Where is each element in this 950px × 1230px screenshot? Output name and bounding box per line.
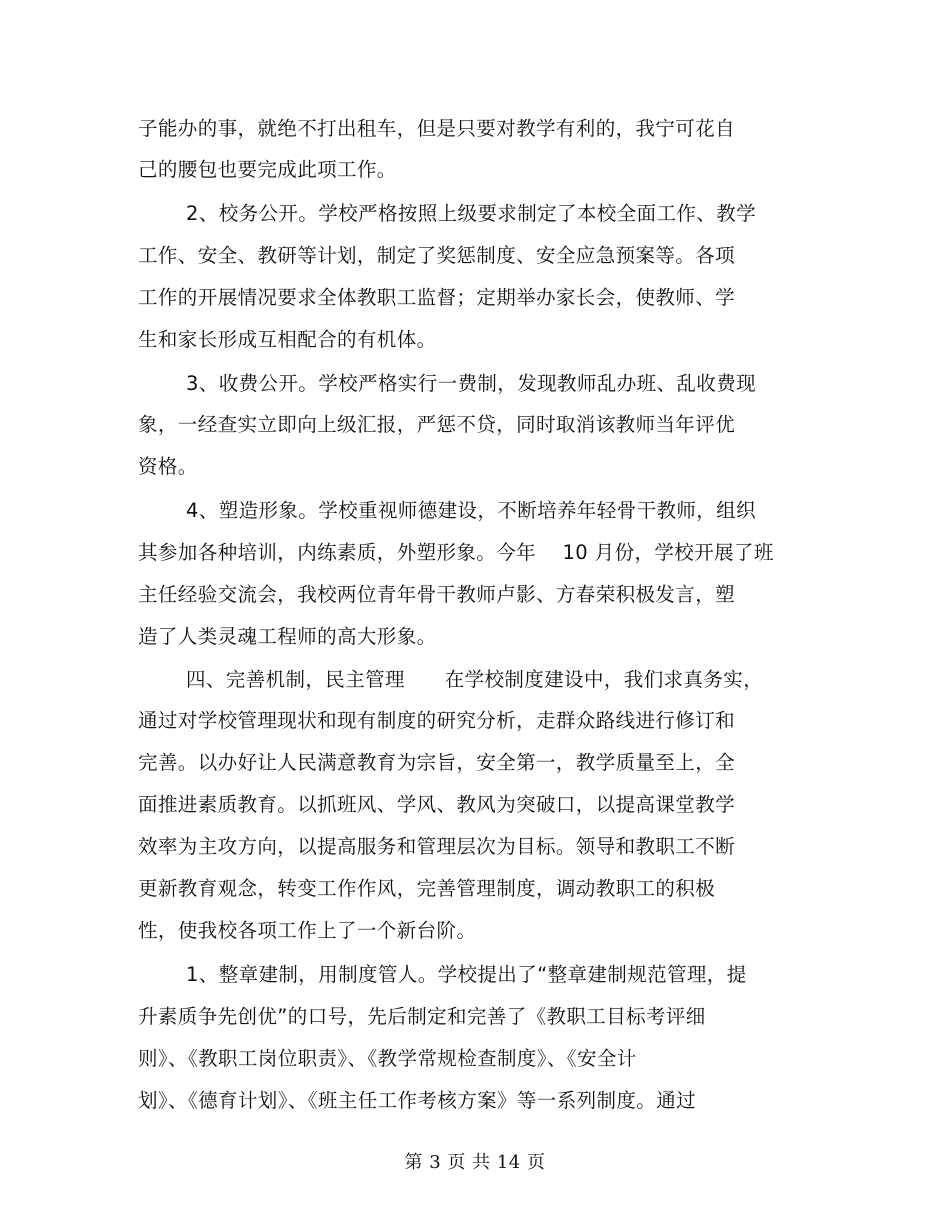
text-line: 升素质争先创优”的口号，先后制定和完善了《教职工目标考评细	[138, 1005, 706, 1028]
text-line: 通过对学校管理现状和现有制度的研究分析，走群众路线进行修订和	[138, 709, 736, 732]
text-line: 更新教育观念，转变工作作风，完善管理制度，调动教职工的积极	[138, 877, 716, 900]
text-line: 效率为主攻方向，以提高服务和管理层次为目标。领导和教职工不断	[138, 835, 736, 858]
text-line: 完善。以办好让人民满意教育为宗旨，安全第一，教学质量至上，全	[138, 751, 736, 774]
text-line: 划》、《德育计划》、《班主任工作考核方案》等一系列制度。通过	[138, 1089, 697, 1112]
text-line: 则》、《教职工岗位职责》、《教学常规检查制度》、《安全计	[138, 1047, 637, 1070]
text-line: 面推进素质教育。以抓班风、学风、教风为突破口，以提高课堂教学	[138, 793, 736, 816]
text-line: 象，一经查实立即向上级汇报，严惩不贷，同时取消该教师当年评优	[138, 413, 736, 436]
text-line: 工作的开展情况要求全体教职工监督；定期举办家长会，使教师、学	[138, 286, 736, 309]
page-number-footer: 第 3 页 共 14 页	[404, 1152, 546, 1173]
paragraph-start-line: 1、整章建制，用制度管人。学校提出了“整章建制规范管理，提	[186, 963, 747, 986]
text-line: 工作、安全、教研等计划，制定了奖惩制度、安全应急预案等。各项	[138, 244, 736, 267]
paragraph-start-line: 2、校务公开。学校严格按照上级要求制定了本校全面工作、教学	[186, 202, 757, 225]
text-line: 造了人类灵魂工程师的高大形象。	[138, 625, 437, 648]
paragraph-start-line: 3、收费公开。学校严格实行一费制，发现教师乱办班、乱收费现	[186, 372, 757, 395]
text-line: 资格。	[138, 455, 198, 478]
paragraph-start-line: 4、塑造形象。学校重视师德建设，不断培养年轻骨干教师，组织	[186, 499, 757, 522]
text-line: 其参加各种培训，内练素质，外塑形象。今年 10 月份，学校开展了班	[138, 541, 774, 564]
section-heading-line: 四、完善机制，民主管理 在学校制度建设中，我们求真务实，	[186, 668, 764, 691]
text-line: 己的腰包也要完成此项工作。	[138, 158, 397, 181]
text-line: 子能办的事，就绝不打出租车，但是只要对教学有利的，我宁可花自	[138, 117, 736, 140]
text-line: 主任经验交流会，我校两位青年骨干教师卢影、方春荣积极发言，塑	[138, 583, 736, 606]
text-line: 性，使我校各项工作上了一个新台阶。	[138, 919, 477, 942]
text-line: 生和家长形成互相配合的有机体。	[138, 328, 437, 351]
